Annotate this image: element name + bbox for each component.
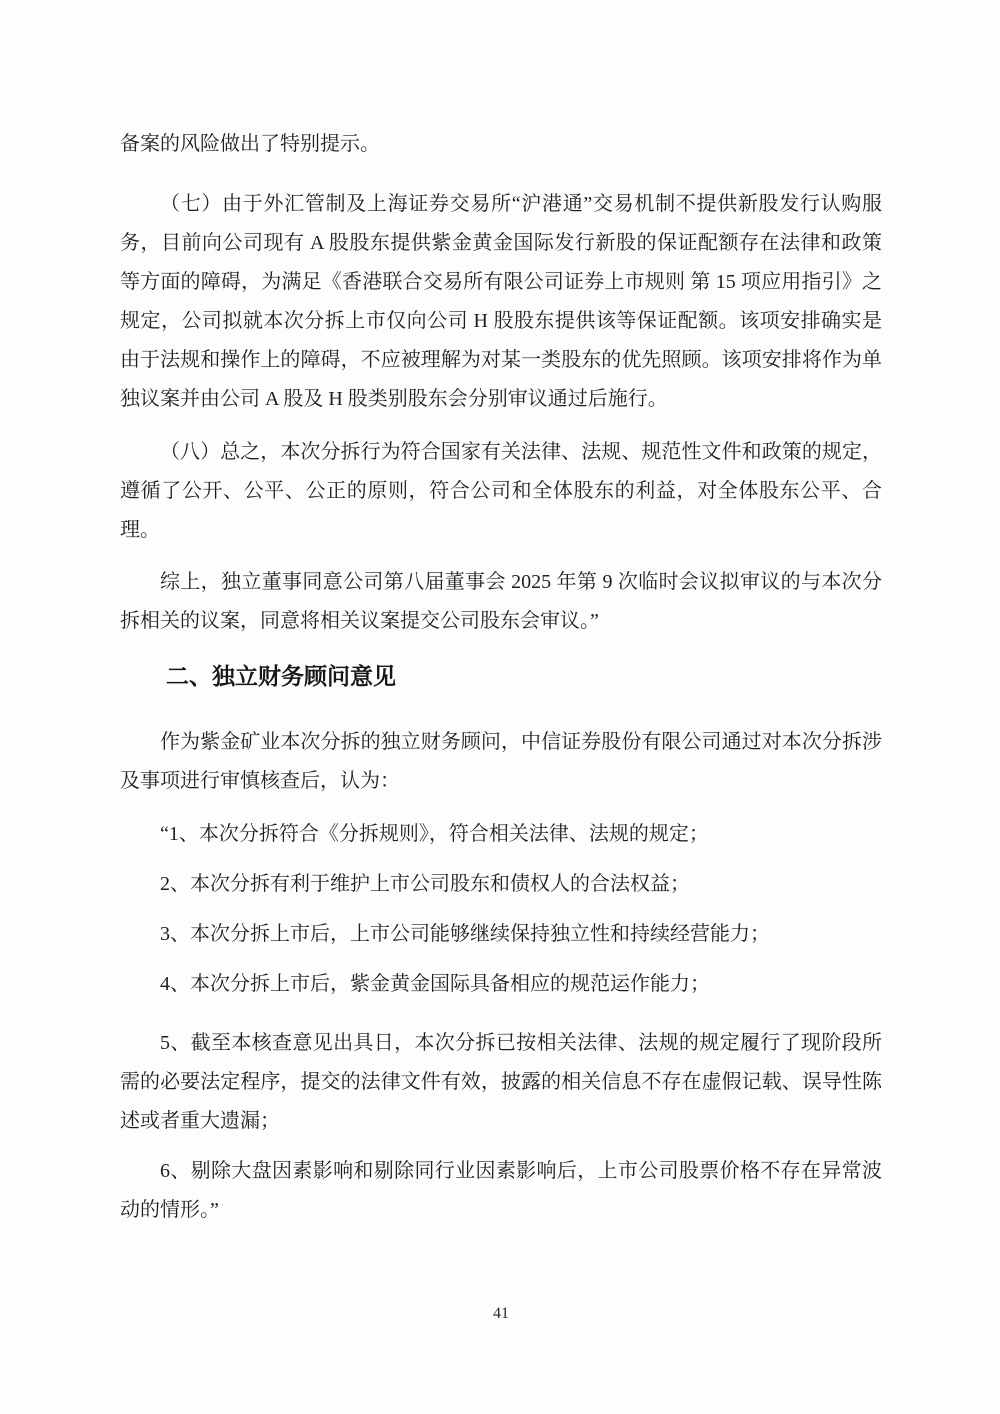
opinion-item-1: “1、本次分拆符合《分拆规则》，符合相关法律、法规的规定；	[160, 823, 709, 845]
section-heading-independent-financial-advisor-opinion: 二、独立财务顾问意见	[166, 663, 396, 689]
opinion-item-2: 2、本次分拆有利于维护上市公司股东和债权人的合法权益；	[160, 873, 690, 895]
document-body	[120, 125, 882, 1230]
paragraph-item-seven: （七）由于外汇管制及上海证券交易所“沪港通”交易机制不提供新股发行认购服务，目前向公司现有 A 股股东提供紫金黄金国际发行新股的保证配额存在法律和政策等方面的障碍，为满足《香港联合交易所有限公司证券上市规则 第 15 项应用指引》之规定，公司拟就本次分拆上市仅向公司 H 股股东提供该等保证配额。该项安排确实是由于法规和操作上的障碍，不应被理解为对某一类股东的优先照顾。该项安排将作为单独议案并由公司 A 股及 H 股类别股东会分别审议通过后施行。	[120, 193, 882, 410]
page-number: 41	[493, 1305, 509, 1322]
paragraph-continuation: 备案的风险做出了特别提示。	[120, 133, 380, 155]
paragraph-conclusion: 综上，独立董事同意公司第八届董事会 2025 年第 9 次临时会议拟审议的与本次分拆相关的议案，同意将相关议案提交公司股东会审议。”	[120, 571, 882, 632]
paragraph-item-eight: （八）总之，本次分拆行为符合国家有关法律、法规、规范性文件和政策的规定，遵循了公开、公平、公正的原则，符合公司和全体股东的利益，对全体股东公平、合理。	[120, 441, 882, 541]
paragraph-advisor-intro: 作为紫金矿业本次分拆的独立财务顾问，中信证券股份有限公司通过对本次分拆涉及事项进行审慎核查后，认为：	[120, 731, 882, 792]
opinion-item-5: 5、截至本核查意见出具日，本次分拆已按相关法律、法规的规定履行了现阶段所需的必要法定程序，提交的法律文件有效，披露的相关信息不存在虚假记载、误导性陈述或者重大遗漏；	[120, 1032, 882, 1132]
opinion-item-4: 4、本次分拆上市后，紫金黄金国际具备相应的规范运作能力；	[160, 973, 710, 995]
opinion-item-6: 6、剔除大盘因素影响和剔除同行业因素影响后，上市公司股票价格不存在异常波动的情形。”	[120, 1160, 882, 1221]
opinion-item-3: 3、本次分拆上市后，上市公司能够继续保持独立性和持续经营能力；	[160, 923, 770, 945]
